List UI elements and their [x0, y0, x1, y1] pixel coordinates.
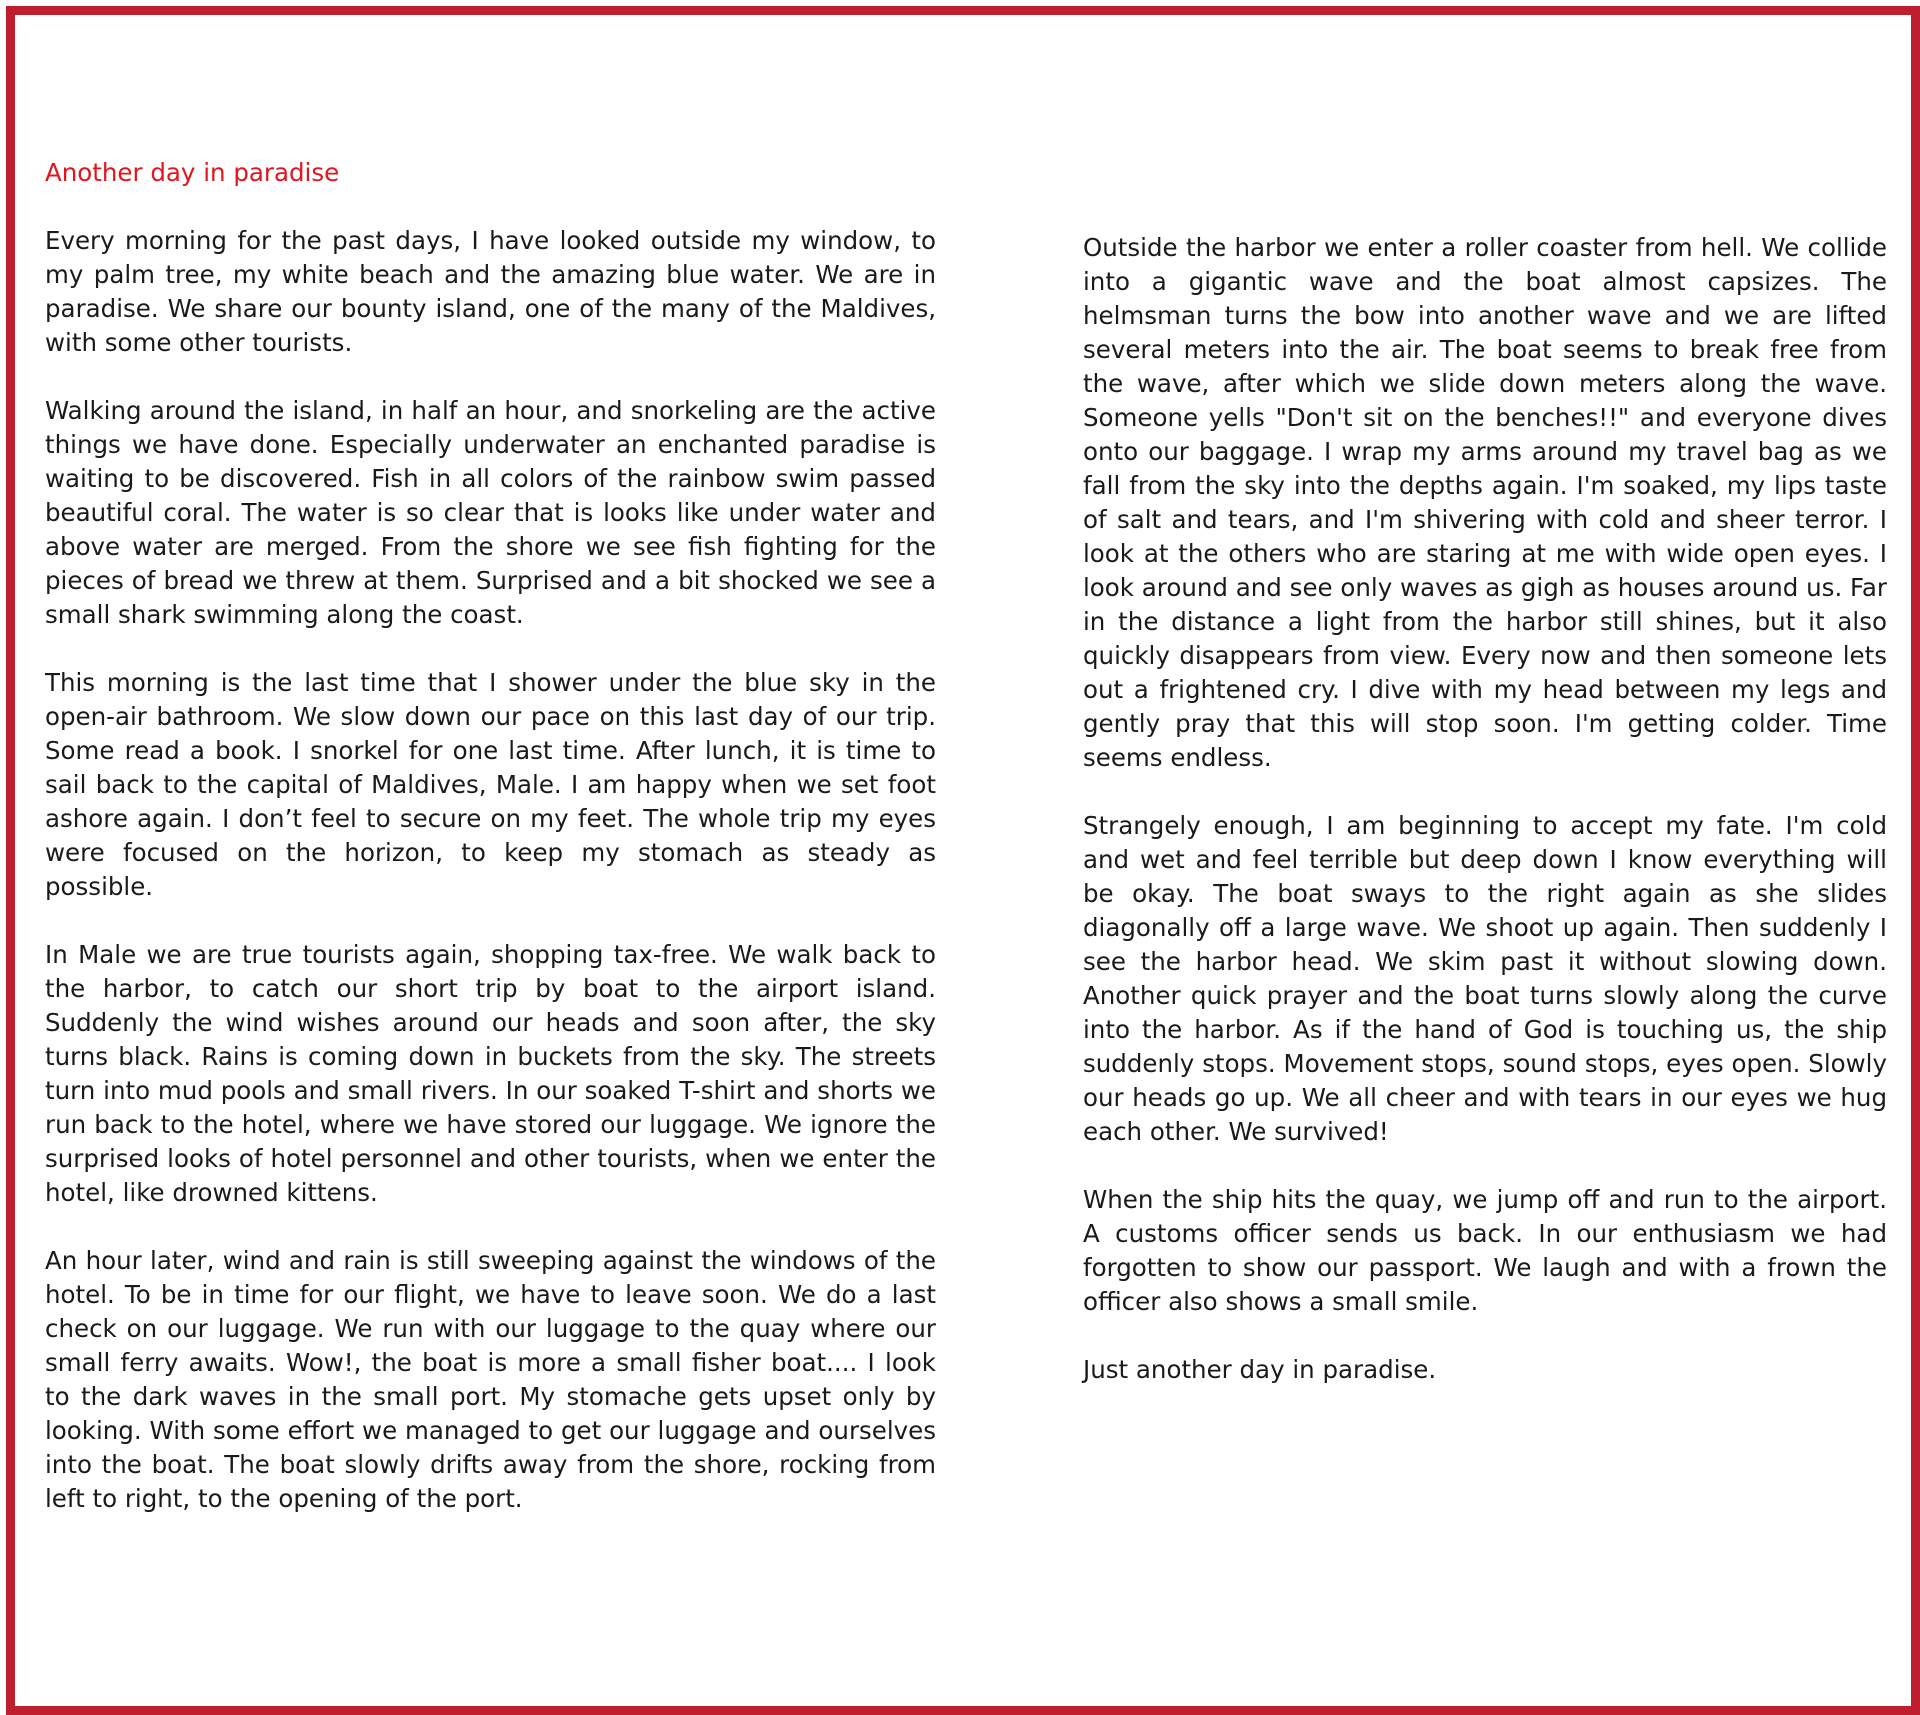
paragraph: An hour later, wind and rain is still sweeping against the windows of the hotel. To be in time for our flight, we have to leave soon. We do a last check on our luggage. We run with our luggage to the quay where our small ferry awaits. Wow!, the boat is more a small fisher boat.... I look to the dark waves in the small port. My stomache gets upset only by looking. With some effort we managed to get our luggage and ourselves into the boat. The boat slowly drifts away from the shore, rocking from left to right, to the opening of the port.: [45, 1246, 936, 1513]
left-text-column: [45, 224, 936, 1550]
paragraph: When the ship hits the quay, we jump off and run to the airport. A customs officer sends us back. In our enthusiasm we had forgotten to show our passport. We laugh and with a frown the officer also shows a small smile.: [1083, 1185, 1887, 1316]
paragraph: Every morning for the past days, I have looked outside my window, to my palm tree, my white beach and the amazing blue water. We are in paradise. We share our bounty island, one of the many of the Maldives, with some other tourists.: [45, 226, 936, 357]
page-border-frame: [6, 6, 1920, 1715]
paragraph: This morning is the last time that I shower under the blue sky in the open-air bathroom. We slow down our pace on this last day of our trip. Some read a book. I snorkel for one last time. After lunch, it is time to sail back to the capital of Maldives, Male. I am happy when we set foot ashore again. I don’t feel to secure on my feet. The whole trip my eyes were focused on the horizon, to keep my stomach as steady as possible.: [45, 668, 936, 901]
paragraph: In Male we are true tourists again, shopping tax-free. We walk back to the harbor, to catch our short trip by boat to the airport island. Suddenly the wind wishes around our heads and soon after, the sky turns black. Rains is coming down in buckets from the sky. The streets turn into mud pools and small rivers. In our soaked T-shirt and shorts we run back to the hotel, where we have stored our luggage. We ignore the surprised looks of hotel personnel and other tourists, when we enter the hotel, like drowned kittens.: [45, 940, 936, 1207]
right-text-column: [1083, 231, 1887, 1421]
story-title: Another day in paradise: [45, 158, 340, 187]
closing-line: Just another day in paradise.: [1083, 1355, 1437, 1384]
paragraph: Outside the harbor we enter a roller coaster from hell. We collide into a gigantic wave and the boat almost capsizes. The helmsman turns the bow into another wave and we are lifted several meters into the air. The boat seems to break free from the wave, after which we slide down meters along the wave. Someone yells "Don't sit on the benches!!" and everyone dives onto our baggage. I wrap my arms around my travel bag as we fall from the sky into the depths again. I'm soaked, my lips taste of salt and tears, and I'm shivering with cold and sheer terror. I look at the others who are staring at me with wide open eyes. I look around and see only waves as gigh as houses around us. Far in the distance a light from the harbor still shines, but it also quickly disappears from view. Every now and then someone lets out a frightened cry. I dive with my head between my legs and gently pray that this will stop soon. I'm getting colder. Time seems endless.: [1083, 233, 1887, 772]
paragraph: Strangely enough, I am beginning to accept my fate. I'm cold and wet and feel terrible but deep down I know everything will be okay. The boat sways to the right again as she slides diagonally off a large wave. We shoot up again. Then suddenly I see the harbor head. We skim past it without slowing down. Another quick prayer and the boat turns slowly along the curve into the harbor. As if the hand of God is touching us, the ship suddenly stops. Movement stops, sound stops, eyes open. Slowly our heads go up. We all cheer and with tears in our eyes we hug each other. We survived!: [1083, 811, 1887, 1146]
paragraph: Walking around the island, in half an hour, and snorkeling are the active things we have done. Especially underwater an enchanted paradise is waiting to be discovered. Fish in all colors of the rainbow swim passed beautiful coral. The water is so clear that is looks like under water and above water are merged. From the shore we see fish fighting for the pieces of bread we threw at them. Surprised and a bit shocked we see a small shark swimming along the coast.: [45, 396, 936, 629]
